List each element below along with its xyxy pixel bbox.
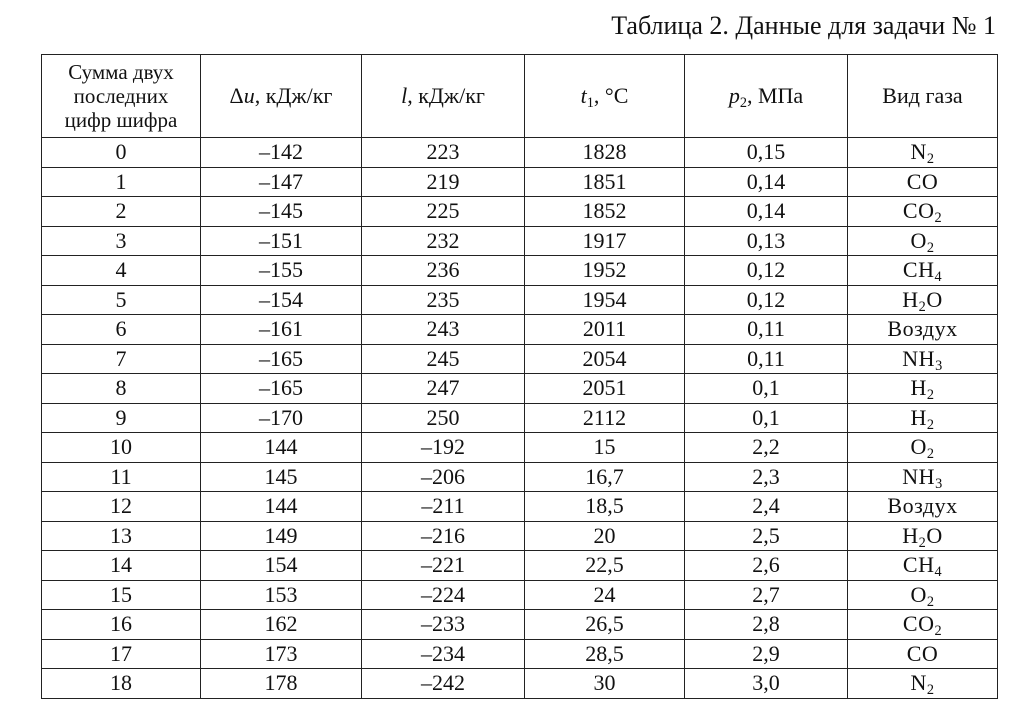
cell-du: 144 [201,492,362,522]
cell-sum: 6 [42,315,201,345]
gas-main: CO [902,611,935,637]
cell-t1: 2054 [525,344,685,374]
cell-p2: 0,12 [685,256,848,286]
cell-gas [848,580,998,610]
cell-t1: 1954 [525,285,685,315]
gas-sub: 3 [935,357,943,374]
gas-tail: O [926,286,943,312]
gas-main: Воздух [887,316,958,342]
cell-gas [848,639,998,669]
gas-sub: 4 [934,564,943,581]
cell-du: –170 [201,403,362,433]
table-row [42,669,998,699]
cell-sum: 15 [42,580,201,610]
table-caption: Таблица 2. Данные для задачи № 1 [611,11,996,40]
cell-p2: 0,1 [685,374,848,404]
table-row [42,521,998,551]
gas-main: CO [906,640,939,666]
cell-gas [848,344,998,374]
cell-t1: 28,5 [525,639,685,669]
cell-p2: 2,2 [685,433,848,463]
cell-p2: 2,9 [685,639,848,669]
cell-du: –145 [201,197,362,227]
table-row [42,403,998,433]
cell-gas [848,374,998,404]
table-row [42,580,998,610]
table-row [42,197,998,227]
cell-t1: 2011 [525,315,685,345]
cell-du: –165 [201,344,362,374]
cell-l: –242 [362,669,525,699]
gas-main: NH [902,463,936,489]
cell-du: –155 [201,256,362,286]
cell-sum: 12 [42,492,201,522]
cell-gas [848,138,998,168]
cell-p2: 2,8 [685,610,848,640]
cell-gas [848,226,998,256]
table-row [42,374,998,404]
gas-main: O [910,434,927,460]
cell-sum: 2 [42,197,201,227]
cell-t1: 1952 [525,256,685,286]
cell-l: 250 [362,403,525,433]
cell-t1: 26,5 [525,610,685,640]
header-sum-line2: последних [73,84,169,108]
cell-p2: 0,15 [685,138,848,168]
cell-du: 145 [201,462,362,492]
cell-l: –192 [362,433,525,463]
table-row [42,462,998,492]
gas-main: O [910,581,927,607]
header-t1-sub: 1 [586,95,594,111]
header-p2-unit: , МПа [746,83,804,108]
cell-gas [848,610,998,640]
table-row [42,138,998,168]
cell-p2: 2,3 [685,462,848,492]
cell-sum: 11 [42,462,201,492]
cell-t1: 15 [525,433,685,463]
cell-t1: 1917 [525,226,685,256]
header-l-var: l [401,83,408,108]
table-row [42,167,998,197]
cell-sum: 9 [42,403,201,433]
gas-main: O [910,227,927,253]
cell-t1: 18,5 [525,492,685,522]
cell-sum: 14 [42,551,201,581]
cell-t1: 30 [525,669,685,699]
gas-sub: 2 [918,534,927,551]
gas-main: H [910,404,927,430]
header-p2 [685,55,848,138]
cell-gas [848,669,998,699]
cell-p2: 2,6 [685,551,848,581]
table-row [42,315,998,345]
cell-l: 236 [362,256,525,286]
cell-l: 225 [362,197,525,227]
cell-sum: 13 [42,521,201,551]
cell-sum: 17 [42,639,201,669]
gas-main: Воздух [887,493,958,519]
cell-p2: 0,14 [685,167,848,197]
cell-t1: 1852 [525,197,685,227]
cell-gas [848,197,998,227]
cell-l: –216 [362,521,525,551]
cell-l: 243 [362,315,525,345]
cell-gas [848,315,998,345]
table-row [42,492,998,522]
cell-sum: 16 [42,610,201,640]
gas-main: CH [902,552,935,578]
gas-sub: 2 [934,623,943,640]
cell-gas [848,403,998,433]
cell-p2: 0,1 [685,403,848,433]
cell-l: 232 [362,226,525,256]
gas-sub: 3 [935,475,943,492]
header-p2-sub: 2 [739,95,747,111]
header-sum [42,55,201,138]
cell-du: 154 [201,551,362,581]
cell-p2: 0,12 [685,285,848,315]
cell-du: 173 [201,639,362,669]
cell-l: –206 [362,462,525,492]
cell-gas [848,521,998,551]
header-sum-line3: цифр шифра [64,108,178,132]
cell-p2: 2,5 [685,521,848,551]
gas-main: H [902,522,919,548]
gas-sub: 2 [918,298,927,315]
gas-sub: 2 [926,151,935,168]
cell-du: –154 [201,285,362,315]
cell-gas [848,256,998,286]
cell-l: –221 [362,551,525,581]
header-du [201,55,362,138]
gas-main: N [910,670,927,696]
header-t1-unit: , °C [593,83,629,108]
cell-p2: 0,14 [685,197,848,227]
table-row [42,551,998,581]
gas-main: CH [902,257,935,283]
gas-sub: 2 [926,239,935,256]
header-t1-var: t [580,83,587,108]
cell-gas [848,433,998,463]
gas-sub: 2 [926,387,935,404]
cell-p2: 0,13 [685,226,848,256]
cell-gas [848,551,998,581]
header-du-var: u [243,83,255,108]
cell-p2: 2,4 [685,492,848,522]
header-l-unit: , кДж/кг [407,83,485,108]
table-row [42,344,998,374]
cell-t1: 1851 [525,167,685,197]
cell-t1: 2051 [525,374,685,404]
table-row [42,256,998,286]
cell-p2: 2,7 [685,580,848,610]
cell-l: –224 [362,580,525,610]
cell-l: 247 [362,374,525,404]
gas-sub: 2 [926,446,935,463]
gas-main: H [902,286,919,312]
cell-p2: 0,11 [685,315,848,345]
cell-sum: 18 [42,669,201,699]
header-sum-line1: Сумма двух [68,60,174,84]
cell-t1: 22,5 [525,551,685,581]
header-gas: Вид газа [848,55,998,138]
cell-du: –165 [201,374,362,404]
header-row [42,55,998,138]
cell-l: 235 [362,285,525,315]
gas-tail: O [926,522,943,548]
header-t1 [525,55,685,138]
cell-p2: 3,0 [685,669,848,699]
gas-main: CO [902,198,935,224]
cell-t1: 1828 [525,138,685,168]
cell-sum: 5 [42,285,201,315]
table-row [42,639,998,669]
cell-l: –234 [362,639,525,669]
table-row [42,610,998,640]
cell-l: –233 [362,610,525,640]
gas-main: N [910,139,927,165]
cell-t1: 2112 [525,403,685,433]
gas-sub: 2 [926,682,935,699]
cell-p2: 0,11 [685,344,848,374]
gas-sub: 2 [934,210,943,227]
cell-du: –142 [201,138,362,168]
cell-t1: 16,7 [525,462,685,492]
header-du-symbol: Δ [229,83,244,108]
cell-t1: 20 [525,521,685,551]
cell-sum: 7 [42,344,201,374]
cell-t1: 24 [525,580,685,610]
cell-gas [848,167,998,197]
table-row [42,433,998,463]
cell-sum: 4 [42,256,201,286]
cell-du: –147 [201,167,362,197]
cell-sum: 0 [42,138,201,168]
gas-sub: 2 [926,593,935,610]
cell-gas [848,285,998,315]
cell-du: 153 [201,580,362,610]
header-p2-var: p [728,83,740,108]
gas-main: CO [906,168,939,194]
table-row [42,285,998,315]
cell-du: –151 [201,226,362,256]
cell-sum: 8 [42,374,201,404]
cell-sum: 1 [42,167,201,197]
cell-gas [848,462,998,492]
gas-sub: 2 [926,416,935,433]
gas-main: NH [902,345,936,371]
data-table [41,54,998,699]
gas-sub: 4 [934,269,943,286]
cell-sum: 10 [42,433,201,463]
cell-l: –211 [362,492,525,522]
header-du-unit: , кДж/кг [254,83,333,108]
table-row [42,226,998,256]
cell-du: 149 [201,521,362,551]
cell-l: 223 [362,138,525,168]
cell-gas [848,492,998,522]
header-l [362,55,525,138]
cell-du: 178 [201,669,362,699]
cell-l: 245 [362,344,525,374]
cell-du: 162 [201,610,362,640]
cell-du: 144 [201,433,362,463]
cell-sum: 3 [42,226,201,256]
cell-du: –161 [201,315,362,345]
gas-main: H [910,375,927,401]
cell-l: 219 [362,167,525,197]
